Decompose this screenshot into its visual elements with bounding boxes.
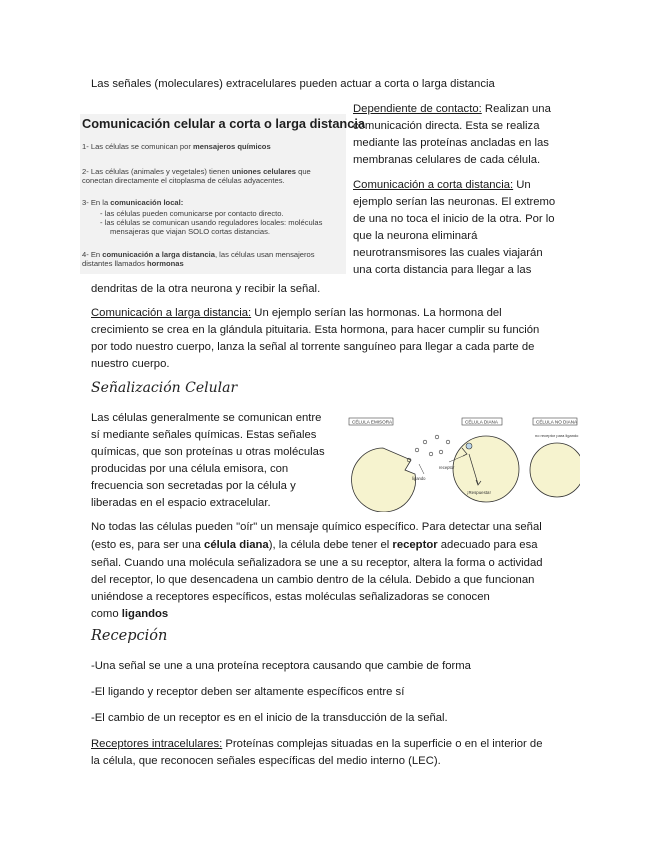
intro-text: Las señales (moleculares) extracelulares pueden actuar a corta o larga distancia [91, 78, 495, 90]
bound-ligand [466, 443, 472, 449]
short-line-1: Comunicación a corta distancia: Un [353, 179, 531, 191]
cell-signaling-diagram [345, 412, 580, 512]
target-line-5: uniéndose a receptores específicos, estas moléculas señalizadoras se conocen [91, 591, 490, 603]
long-line-1: Comunicación a larga distancia: Un ejemplo serían las hormonas. La hormona del [91, 307, 502, 319]
contact-line-1: Dependiente de contacto: Realizan una [353, 103, 551, 115]
signal-line-4: producidas por una célula emisora, con [91, 463, 289, 475]
contact-line-3: mediante las proteínas ancladas en las [353, 137, 549, 149]
label-target: CÉLULA DIANA [465, 419, 498, 425]
short-line-4: que la neurona eliminará [353, 230, 478, 242]
short-line-2: ejemplo serían las neuronas. El extremo [353, 196, 556, 208]
intracellular-line-1: Receptores intracelulares: Proteínas complejas situadas en la superficie o en el interior de [91, 738, 543, 750]
target-line-2: (esto es, para ser una célula diana), la célula debe tener el receptor adecuado para esa [91, 539, 538, 551]
bullet-item: -Una señal se une a una proteína receptora causando que cambie de forma [91, 660, 471, 672]
ligand-dot [439, 450, 443, 454]
signal-line-3: químicas, que son proteínas u otras moléculas [91, 446, 325, 458]
heading-senalizacion: Señalización Celular [91, 380, 238, 396]
figure-item-4-line2: distantes llamados hormonas [82, 259, 184, 268]
label-emitter: CÉLULA EMISORA [352, 419, 393, 425]
target-line-1: No todas las células pueden "oír" un mensaje químico específico. Para detectar una señal [91, 521, 542, 533]
short-line-3: de una no toca el inicio de la otra. Por lo [353, 213, 555, 225]
ligand-dot [435, 435, 439, 439]
intracellular-line-2: la célula, que reconocen señales específicas del medio interno (LEC). [91, 755, 441, 767]
non-target-cell [530, 443, 580, 497]
label-response: ¡Respuesta! [467, 490, 491, 495]
label-no-receptor: no receptor para ligando [535, 433, 579, 438]
short-line-5: neurotransmisores las cuales viajarán [353, 247, 543, 259]
ligand-dot [446, 440, 450, 444]
heading-recepcion: Recepción [91, 628, 168, 644]
short-line-6: una corta distancia para llegar a las [353, 264, 532, 276]
bullet-item: -El cambio de un receptor es en el inicio de la transducción de la señal. [91, 712, 448, 724]
contact-line-4: membranas celulares de cada célula. [353, 154, 541, 166]
ligand-dot [415, 448, 419, 452]
figure-item-2: 2- Las células (animales y vegetales) tienen uniones celulares que [82, 167, 311, 176]
target-line-4: del receptor, lo que desencadena un cambio dentro de la célula. Debido a que funcionan [91, 574, 535, 586]
signal-line-1: Las células generalmente se comunican entre [91, 412, 322, 424]
target-line-6: como ligandos [91, 608, 169, 620]
contact-line-2: comunicación directa. Esta se realiza [353, 120, 540, 132]
long-line-4: nuestro cuerpo. [91, 358, 170, 370]
figure-item-3-sub1: - las células pueden comunicarse por contacto directo. [100, 209, 284, 218]
signal-line-2: sí mediante señales químicas. Estas señales [91, 429, 317, 441]
emitter-cell [352, 448, 416, 512]
long-line-3: por todo nuestro cuerpo, lanza la señal al torrente sanguíneo para llegar a cada parte de [91, 341, 535, 353]
ligand-dot [429, 452, 433, 456]
figure-item-3-sub2b: mensajeras que viajan SOLO cortas distancias. [110, 227, 270, 236]
ligand-dot [423, 440, 427, 444]
figure-item-4: 4- En comunicación a larga distancia, las células usan mensajeros [82, 250, 315, 259]
figure-item-1: 1- Las células se comunican por mensajeros químicos [82, 142, 271, 151]
figure-title: Comunicación celular a corta o larga distancia [82, 116, 366, 131]
figure-item-3-sub2: - las células se comunican usando reguladores locales: moléculas [100, 218, 323, 227]
label-ligand: ligando [412, 476, 426, 481]
signal-line-5: frecuencia son secretadas por la célula y [91, 480, 296, 492]
target-line-3: señal. Cuando una molécula señalizadora se une a su receptor, altera la forma o actividad [91, 557, 543, 569]
short-line-7: dendritas de la otra neurona y recibir la señal. [91, 283, 321, 295]
figure-item-2-line2: conectan directamente el citoplasma de células adyacentes. [82, 176, 285, 185]
label-receptor: receptor [439, 465, 455, 470]
short-long-communication-figure [80, 114, 366, 274]
bullet-item: -El ligando y receptor deben ser altamente específicos entre sí [91, 686, 405, 698]
ligand-pointer [419, 464, 424, 474]
long-line-2: crecimiento se crea en la glándula pituitaria. Esta hormona, para hacer cumplir su función [91, 324, 540, 336]
label-non-target: CÉLULA NO DIANA [536, 419, 578, 425]
signal-line-6: liberadas en el espacio extracelular. [91, 497, 271, 509]
figure-item-3: 3- En la comunicación local: [82, 198, 184, 207]
